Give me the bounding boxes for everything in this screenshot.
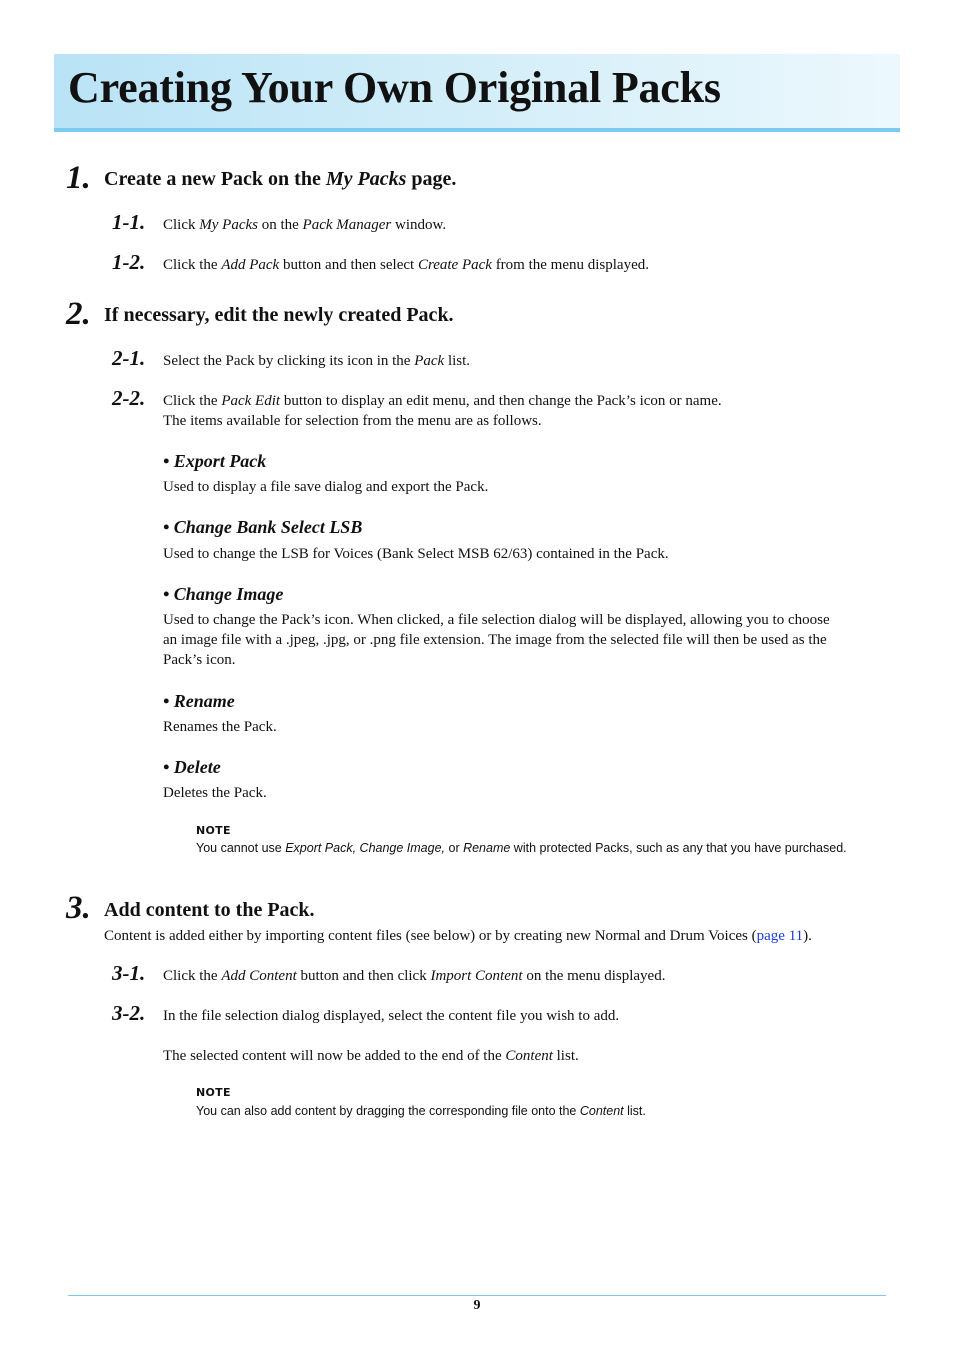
substep-3-1-text: Click the Add Content button and then click Import Content on the menu displayed. [163, 968, 666, 984]
substep-3-2-text: In the file selection dialog displayed, select the content file you wish to add. [163, 1008, 620, 1024]
step-3-intro: Content is added either by importing content files (see below) or by creating new Normal and Drum Voices (page 11). [104, 928, 812, 944]
note-text: You can also add content by dragging the corresponding file onto the Content list. [196, 1104, 646, 1118]
page-title: Creating Your Own Original Packs [68, 63, 721, 112]
note-text: You cannot use Export Pack, Change Image, or Rename with protected Packs, such as any that you have purchased. [196, 841, 847, 855]
step-3-title: Add content to the Pack. [104, 899, 315, 921]
page-11-link[interactable]: page 11 [756, 928, 804, 944]
item-delete-desc: Deletes the Pack. [163, 785, 267, 801]
note-label: NOTE [196, 824, 231, 837]
step-2-number: 2. [66, 296, 91, 332]
item-rename-desc: Renames the Pack. [163, 719, 277, 735]
substep-1-2-number: 1-2. [112, 250, 146, 274]
footer-divider [68, 1295, 886, 1296]
item-change-image-desc-3: Pack’s icon. [163, 652, 236, 668]
item-change-bank-desc: Used to change the LSB for Voices (Bank Select MSB 62/63) contained in the Pack. [163, 546, 669, 562]
substep-2-2-line2: The items available for selection from the menu are as follows. [163, 413, 542, 429]
note-label: NOTE [196, 1086, 231, 1099]
item-export-pack-desc: Used to display a file save dialog and export the Pack. [163, 479, 489, 495]
substep-3-2-number: 3-2. [112, 1001, 146, 1025]
substep-3-1-number: 3-1. [112, 961, 146, 985]
page-number: 9 [473, 1298, 481, 1313]
substep-2-2-text: Click the Pack Edit button to display an edit menu, and then change the Pack’s icon or name. [163, 393, 722, 409]
item-export-pack-title: • Export Pack [163, 451, 267, 471]
substep-1-2-text: Click the Add Pack button and then select Create Pack from the menu displayed. [163, 257, 649, 273]
substep-2-1-number: 2-1. [112, 346, 146, 370]
substep-1-1-number: 1-1. [112, 210, 146, 234]
substep-2-2-number: 2-2. [112, 386, 146, 410]
step-3-number: 3. [66, 890, 91, 926]
step-3-after-text: The selected content will now be added to the end of the Content list. [163, 1048, 579, 1064]
item-change-bank-title: • Change Bank Select LSB [163, 517, 363, 537]
item-delete-title: • Delete [163, 757, 221, 777]
item-change-image-title: • Change Image [163, 584, 284, 604]
step-1-title: Create a new Pack on the My Packs page. [104, 168, 457, 190]
step-1-number: 1. [66, 160, 91, 196]
substep-2-1-text: Select the Pack by clicking its icon in the Pack list. [163, 353, 471, 369]
item-change-image-desc-2: an image file with a .jpeg, .jpg, or .png file extension. The image from the selected file will then be used as the [163, 632, 827, 648]
substep-1-1-text: Click My Packs on the Pack Manager window. [163, 217, 447, 233]
item-rename-title: • Rename [163, 691, 235, 711]
step-2-title: If necessary, edit the newly created Pack. [104, 304, 454, 326]
item-change-image-desc-1: Used to change the Pack’s icon. When clicked, a file selection dialog will be displayed, allowing you to choose [163, 612, 830, 628]
